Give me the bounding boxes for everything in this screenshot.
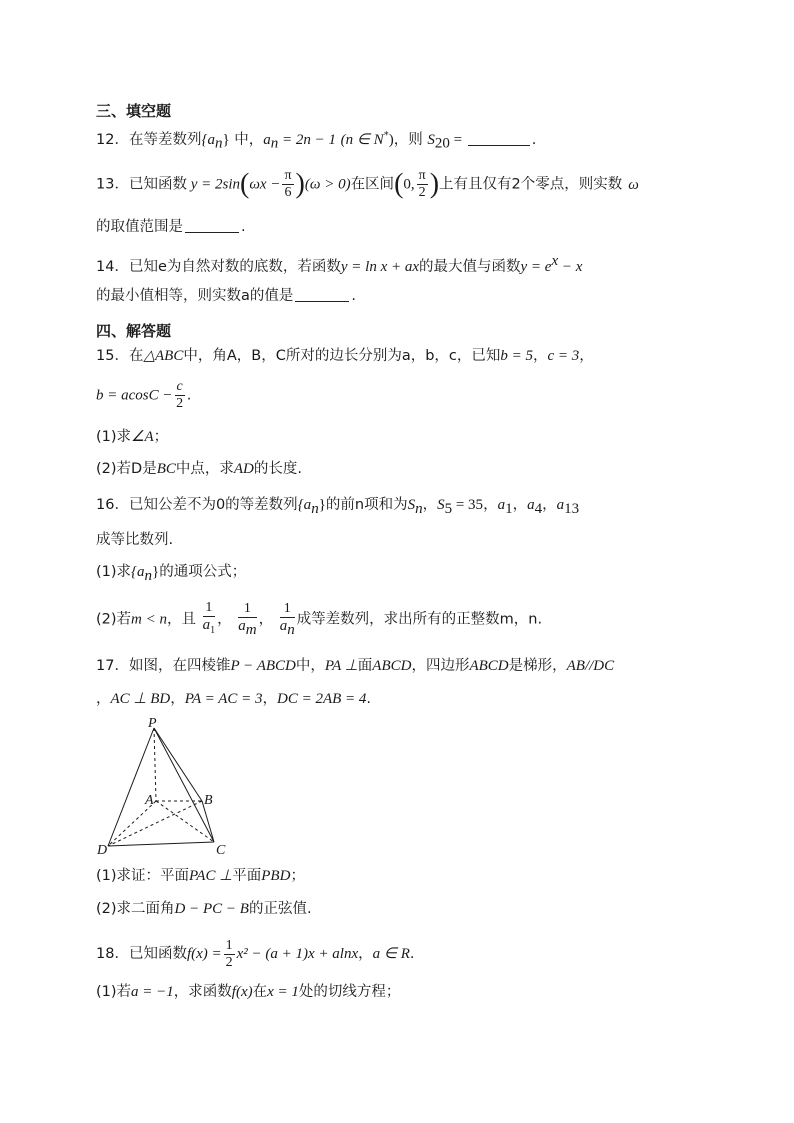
label-A: A (145, 793, 154, 808)
fraction-1-an: $\frac{1}{a_n}$ (279, 601, 295, 638)
edge-PA (154, 728, 156, 801)
question-15-part-1: (1)求∠A； (96, 429, 169, 445)
section-title-fill-blank: 三、填空题 (96, 102, 172, 120)
fraction-pi-6: $\frac{\pi}{6}$ (284, 168, 292, 200)
question-18: 18．已知函数f(x) = $\frac{1}{2}$ x² − (a + 1)x + alnx，a ∈ R. (96, 937, 415, 970)
question-16-part-2: (2)若m < n，且 $\frac{1}{a_1}$ ， $\frac{1}{a_m}$ ， $\frac{1}{a_n}$ 成等差数列，求出所有的正整数m，n. (96, 600, 543, 638)
question-12: 12．在等差数列$\{a_n\}$ 中，$a_n = 2n - 1$ (n ∈ N*)，则 $S_{20}$ = . (96, 130, 537, 152)
label-D: D (97, 843, 108, 858)
question-15-condition: b = acosC − $\frac{c}{2}$ . (96, 379, 192, 411)
question-13: 13．已知函数 y = 2sin(ωx − $\frac{\pi}{6}$ )(ω > 0)在区间(0, $\frac{\pi}{2}$ )上有且仅有2个零点，则实数 ω (96, 168, 639, 200)
question-14: 14．已知e为自然对数的底数，若函数y = ln x + ax的最大值与函数$y = e^x - x$ (96, 253, 583, 275)
question-17-line-2: ，AC ⊥ BD，PA = AC = 3，DC = 2AB = 4. (96, 691, 372, 707)
question-16-part-1: (1)求$\{a_n\}$的通项公式； (96, 564, 247, 584)
pyramid-figure (96, 716, 236, 858)
fraction-1-a1: $\frac{1}{a_1}$ (202, 600, 216, 636)
label-C: C (216, 843, 226, 858)
question-13-line-2: 的取值范围是 . (96, 219, 246, 235)
question-14-line-2: 的最小值相等，则实数a的值是 . (96, 288, 356, 304)
edge-PD (108, 728, 154, 846)
edge-PB (154, 728, 202, 801)
question-15: 15．在△ABC中，角A，B，C所对的边长分别为a，b，c，已知b = 5，c = 3， (96, 348, 594, 364)
question-17-part-1: (1)求证：平面PAC ⊥平面PBD； (96, 868, 305, 884)
fraction-1-am: $\frac{1}{a_m}$ (238, 601, 257, 638)
answer-blank-14[interactable] (295, 287, 349, 302)
question-15-part-2: (2)若D是BC中点，求AD的长度. (96, 461, 302, 477)
section-title-solve: 四、解答题 (96, 322, 172, 340)
question-18-part-1: (1)若a = −1，求函数f(x)在x = 1处的切线方程； (96, 984, 401, 1000)
edge-BD (108, 801, 202, 846)
edge-DC (108, 842, 214, 846)
fraction-pi-2: $\frac{\pi}{2}$ (418, 168, 426, 200)
fraction-1-2: $\frac{1}{2}$ (225, 937, 233, 970)
fraction-c-2: $\frac{c}{2}$ (176, 379, 184, 411)
edge-PC (154, 728, 214, 842)
question-17: 17．如图，在四棱锥P − ABCD中，PA ⊥面ABCD，四边形ABCD是梯形，AB//DC (96, 658, 615, 674)
label-P: P (148, 716, 157, 731)
question-16-line-2: 成等比数列. (96, 532, 174, 548)
label-B: B (204, 793, 213, 808)
question-17-part-2: (2)求二面角D − PC − B的正弦值. (96, 901, 312, 917)
answer-blank-12[interactable] (468, 131, 530, 146)
answer-blank-13[interactable] (185, 218, 239, 233)
question-16: 16．已知公差不为0的等差数列$\{a_n\}$的前n项和为$S_n$，$S_5 = 35$，$a_1$，$a_4$，$a_{13}$ (96, 497, 580, 517)
